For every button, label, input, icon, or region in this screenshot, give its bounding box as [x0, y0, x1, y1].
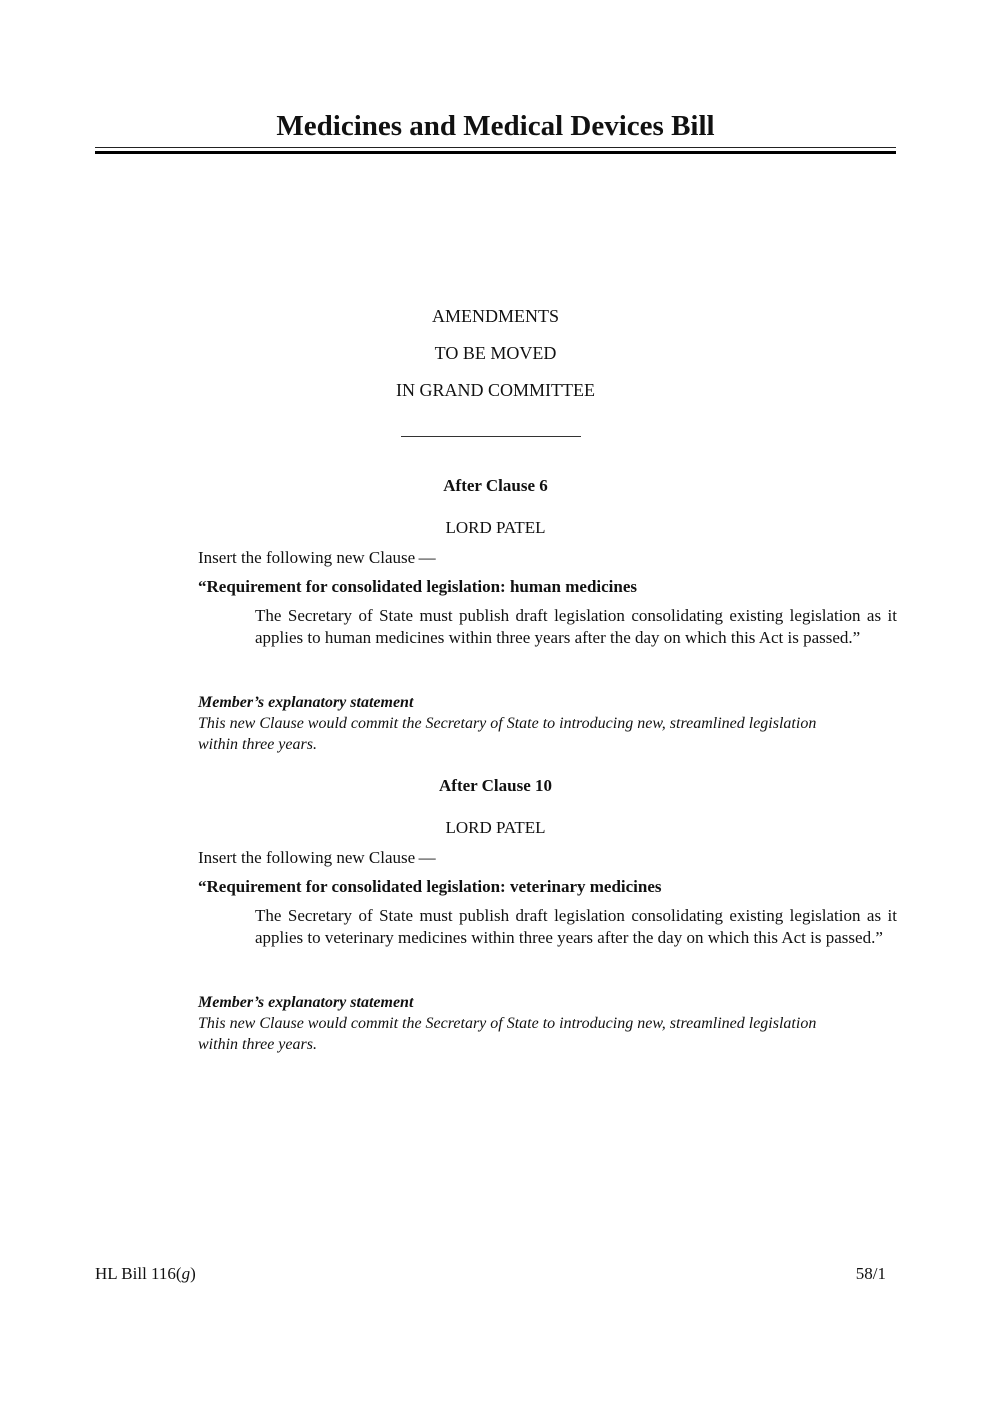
explanatory-heading: Member’s explanatory statement [198, 694, 414, 711]
amendment-position: After Clause 10 [439, 776, 552, 795]
amendment-position: After Clause 6 [443, 476, 548, 495]
amendment-instruction: Insert the following new Clause — [198, 848, 436, 867]
explanatory-text: This new Clause would commit the Secretary of State to introducing new, streamlined legislation within three years. [198, 715, 817, 753]
title-rule-thick [95, 151, 896, 154]
bill-ref-suffix: ) [190, 1264, 196, 1283]
explanatory-heading: Member’s explanatory statement [198, 994, 414, 1011]
bill-reference [95, 1264, 196, 1284]
amendment-member: LORD PATEL [445, 518, 546, 537]
explanatory-text: This new Clause would commit the Secretary of State to introducing new, streamlined legislation within three years. [198, 1015, 817, 1053]
amendment-instruction: Insert the following new Clause — [198, 548, 436, 567]
bill-ref-italic: g [181, 1264, 191, 1283]
heading-line-2: TO BE MOVED [434, 343, 557, 363]
heading-divider [401, 436, 581, 437]
clause-title: “Requirement for consolidated legislation: human medicines [198, 577, 638, 596]
heading-line-1: AMENDMENTS [431, 306, 559, 326]
clause-text: The Secretary of State must publish draft legislation consolidating existing legislation as it applies to human medicines within three years after the day on which this Act is passed.” [255, 606, 897, 647]
bill-ref-prefix: HL Bill 116( [95, 1264, 182, 1283]
document-title: Medicines and Medical Devices Bill [276, 110, 715, 142]
heading-line-3: IN GRAND COMMITTEE [396, 380, 595, 400]
clause-text: The Secretary of State must publish draft legislation consolidating existing legislation as it applies to veterinary medicines within three years after the day on which this Act is passed.” [255, 906, 897, 947]
amendment-member: LORD PATEL [445, 818, 546, 837]
page-reference: 58/1 [855, 1264, 886, 1283]
clause-title: “Requirement for consolidated legislation: veterinary medicines [198, 877, 662, 896]
title-rule-thin [95, 147, 896, 148]
